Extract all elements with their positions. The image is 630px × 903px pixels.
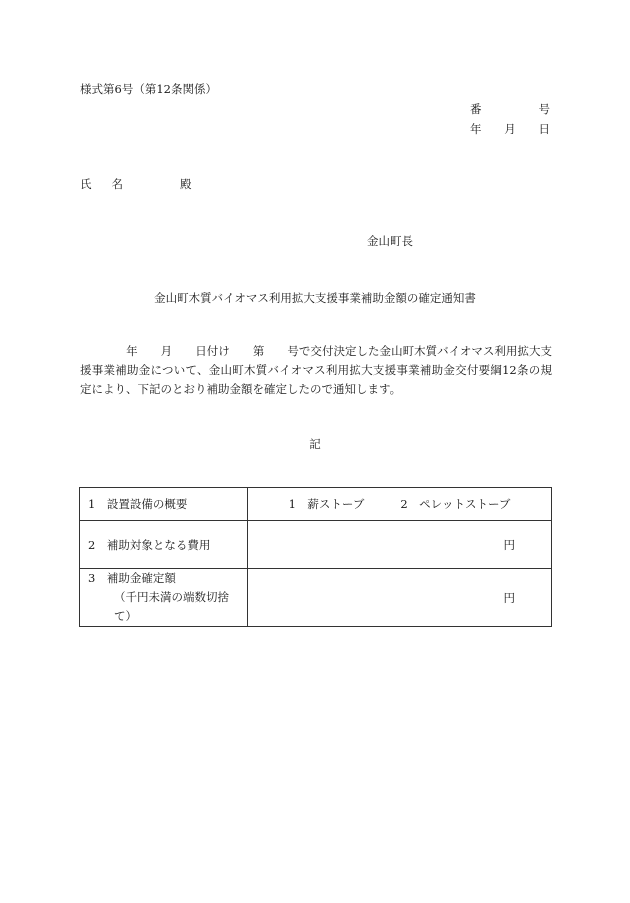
row1-label: 1 設置設備の概要 [80, 488, 248, 521]
form-number: 様式第6号（第12条関係） [80, 82, 217, 96]
document-number-row [470, 101, 550, 117]
number-label-left: 番 [470, 102, 482, 116]
details-table [79, 487, 552, 627]
document-title: 金山町木質バイオマス利用拡大支援事業補助金額の確定通知書 [154, 291, 476, 305]
body-paragraph: 年 月 日付け 第 号で交付決定した金山町木質バイオマス利用拡大支援事業補助金について、金山町木質バイオマス利用拡大支援事業補助金交付要綱12条の規定により、下記のとおり補助金額を確定したので通知します。 [80, 344, 552, 396]
option-pellet-stove: 2 ペレットストーブ [400, 497, 511, 511]
row3-label: 3 補助金確定額 [88, 571, 176, 585]
ki-heading: 記 [309, 437, 321, 451]
table-row [80, 569, 552, 627]
sender-name: 金山町長 [367, 234, 413, 248]
date-year: 年 [470, 122, 482, 136]
row3-label-cell [80, 569, 248, 627]
recipient-line [80, 176, 192, 192]
recipient-surname-label: 氏 [80, 177, 92, 191]
table-row [80, 521, 552, 569]
row1-value [248, 488, 552, 521]
recipient-honorific: 殿 [180, 177, 192, 191]
date-row [470, 121, 550, 137]
date-month: 月 [504, 122, 516, 136]
option-wood-stove: 1 薪ストーブ [288, 497, 365, 511]
date-day: 日 [538, 122, 550, 136]
row2-label: 2 補助対象となる費用 [80, 521, 248, 569]
row2-unit: 円 [248, 521, 552, 569]
recipient-name-label: 名 [111, 177, 123, 191]
row3-unit: 円 [248, 569, 552, 627]
table-row [80, 488, 552, 521]
number-label-right: 号 [538, 102, 550, 116]
row3-sublabel: （千円未満の端数切捨て） [114, 590, 229, 623]
